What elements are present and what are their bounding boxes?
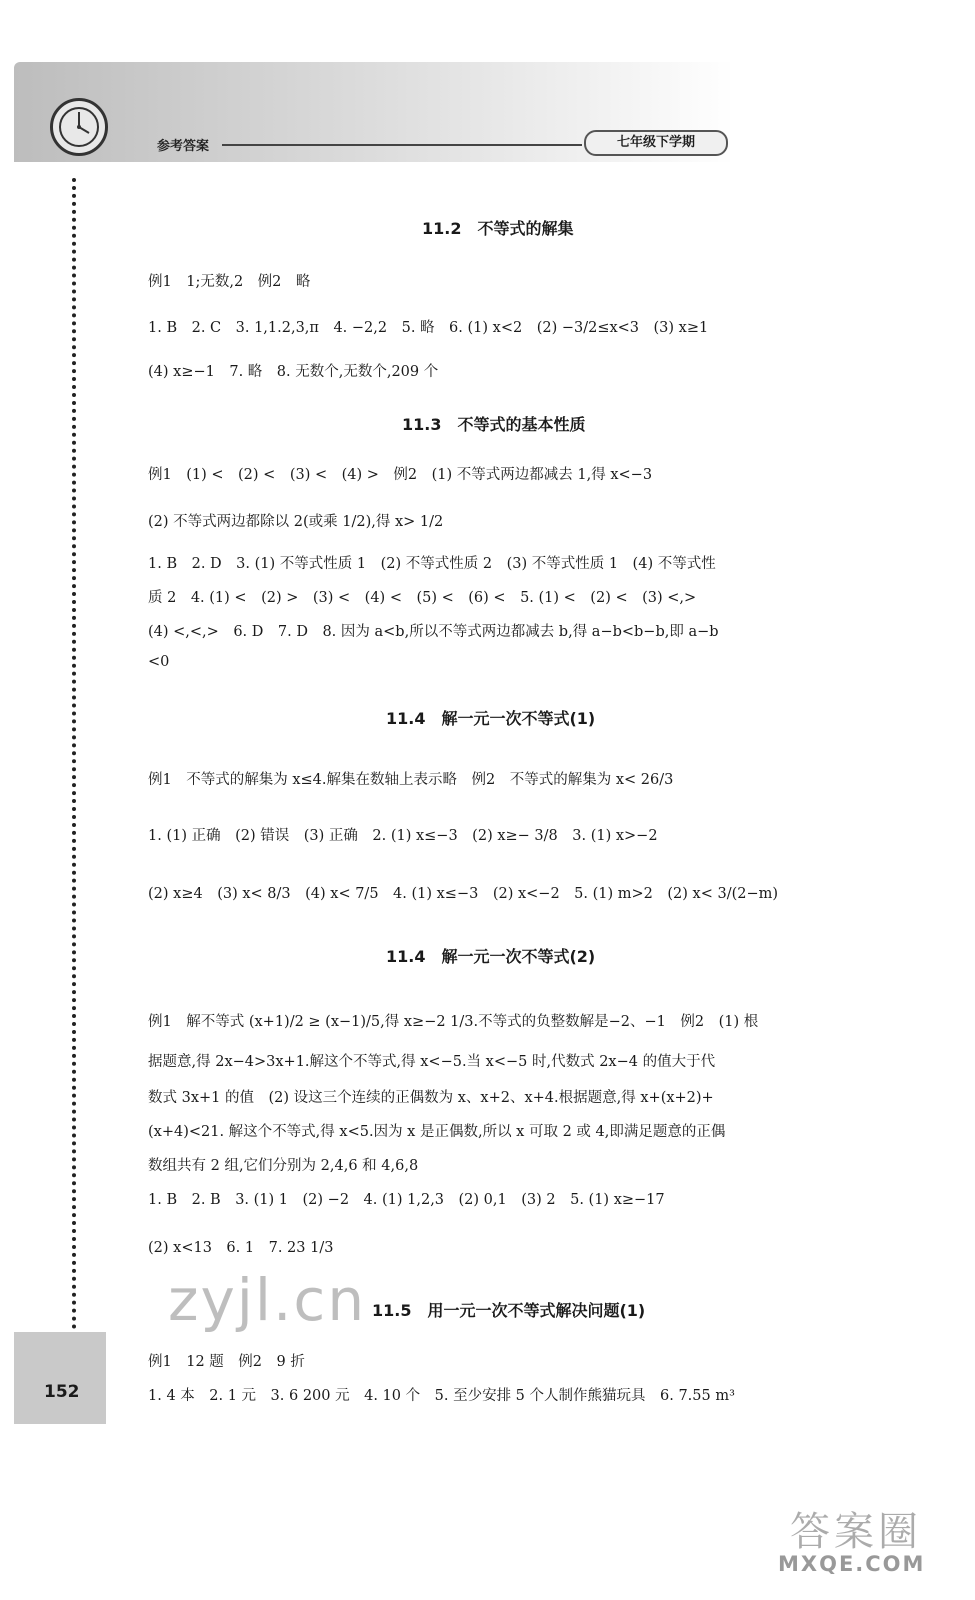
answer-line: (2) x≥4 (3) x< 8/3 (4) x< 7/5 4. (1) x≤−3 (2) x<−2 5. (1) m>2 (2) x< 3/(2−m) xyxy=(148,886,779,902)
answer-line: 例1 解不等式 (x+1)/2 ≥ (x−1)/5,得 x≥−2 1/3.不等式的负整数解是−2、−1 例2 (1) 根 xyxy=(148,1014,759,1030)
section-title: 11.4 解一元一次不等式(2) xyxy=(386,947,596,966)
header-label: 参考答案 xyxy=(157,139,210,154)
section-title: 11.5 用一元一次不等式解决问题(1) xyxy=(372,1301,646,1320)
header-rule xyxy=(222,144,582,146)
answer-line: (4) <,<,> 6. D 7. D 8. 因为 a<b,所以不等式两边都减去 b,得 a−b<b−b,即 a−b xyxy=(148,624,719,640)
answer-line: 1. B 2. B 3. (1) 1 (2) −2 4. (1) 1,2,3 (2) 0,1 (3) 2 5. (1) x≥−17 xyxy=(148,1192,665,1208)
section-title: 11.2 不等式的解集 xyxy=(422,219,574,238)
page-number-block xyxy=(14,1332,106,1424)
answer-line: <0 xyxy=(148,654,170,670)
section-title: 11.3 不等式的基本性质 xyxy=(402,415,586,434)
answer-line: 例1 不等式的解集为 x≤4.解集在数轴上表示略 例2 不等式的解集为 x< 26/3 xyxy=(148,772,674,788)
corner-watermark-logo: 答案圈 xyxy=(790,1509,922,1555)
answer-line: 数组共有 2 组,它们分别为 2,4,6 和 4,6,8 xyxy=(148,1158,419,1174)
page-number: 152 xyxy=(44,1382,80,1402)
answer-line: (2) x<13 6. 1 7. 23 1/3 xyxy=(148,1240,334,1256)
answer-line: 数式 3x+1 的值 (2) 设这三个连续的正偶数为 x、x+2、x+4.根据题意,得 x+(x+2)+ xyxy=(148,1090,714,1106)
section-title: 11.4 解一元一次不等式(1) xyxy=(386,709,596,728)
answer-line: 质 2 4. (1) < (2) > (3) < (4) < (5) < (6) < 5. (1) < (2) < (3) <,> xyxy=(148,590,697,606)
answer-line: 例1 1;无数,2 例2 略 xyxy=(148,274,311,290)
answer-line: (x+4)<21. 解这个不等式,得 x<5.因为 x 是正偶数,所以 x 可取 2 或 4,即满足题意的正偶 xyxy=(148,1124,726,1140)
answer-line: 据题意,得 2x−4>3x+1.解这个不等式,得 x<−5.当 x<−5 时,代数式 2x−4 的值大于代 xyxy=(148,1054,716,1070)
answer-line: 1. 4 本 2. 1 元 3. 6 200 元 4. 10 个 5. 至少安排 5 个人制作熊猫玩具 6. 7.55 m³ xyxy=(148,1388,735,1404)
watermark-text: zyjl.cn xyxy=(168,1266,367,1334)
answer-line: (2) 不等式两边都除以 2(或乘 1/2),得 x> 1/2 xyxy=(148,514,444,530)
answer-line: (4) x≥−1 7. 略 8. 无数个,无数个,209 个 xyxy=(148,364,439,380)
answer-line: 例1 (1) < (2) < (3) < (4) > 例2 (1) 不等式两边都减去 1,得 x<−3 xyxy=(148,467,653,483)
answer-line: 1. (1) 正确 (2) 错误 (3) 正确 2. (1) x≤−3 (2) x≥− 3/8 3. (1) x>−2 xyxy=(148,828,658,844)
answer-line: 1. B 2. D 3. (1) 不等式性质 1 (2) 不等式性质 2 (3) 不等式性质 1 (4) 不等式性 xyxy=(148,556,716,572)
corner-watermark-url: MXQE.COM xyxy=(778,1552,926,1576)
grade-badge: 七年级下学期 xyxy=(584,130,728,156)
dotted-margin-line xyxy=(72,178,76,1330)
answer-line: 1. B 2. C 3. 1,1.2,3,π 4. −2,2 5. 略 6. (1) x<2 (2) −3/2≤x<3 (3) x≥1 xyxy=(148,320,709,336)
answer-line: 例1 12 题 例2 9 折 xyxy=(148,1354,305,1370)
compass-logo-icon xyxy=(50,98,108,156)
